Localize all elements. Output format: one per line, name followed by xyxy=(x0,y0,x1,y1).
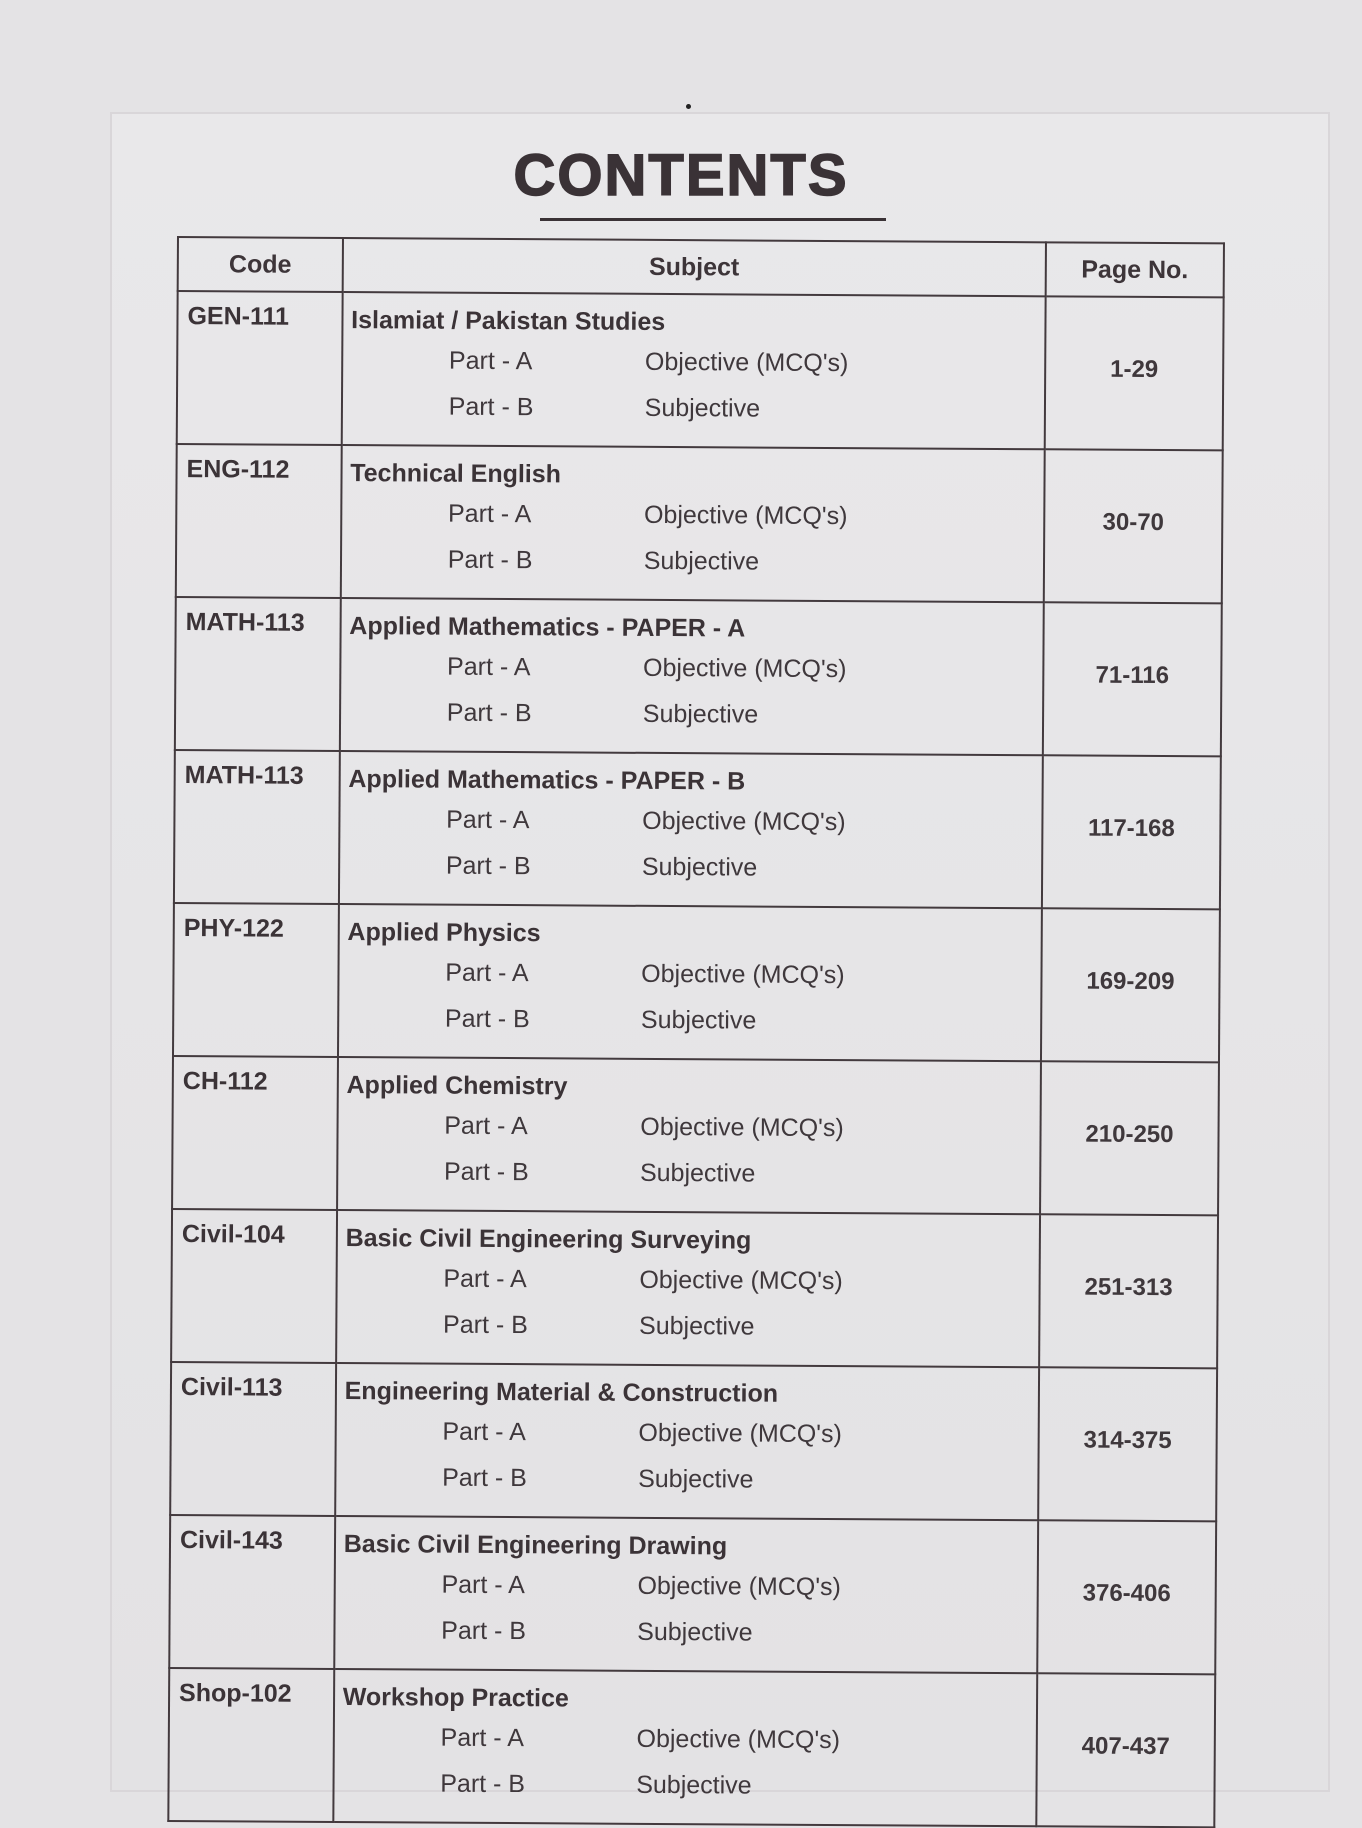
part-label: Part - B xyxy=(448,392,534,422)
part-label: Part - B xyxy=(443,1310,528,1340)
part-line xyxy=(349,689,1042,739)
part-label: Part - A xyxy=(446,805,530,835)
part-desc: Objective (MCQ's) xyxy=(643,500,848,531)
page-range-cell: 30-70 xyxy=(1044,449,1223,603)
part-label: Part - A xyxy=(442,1417,526,1447)
part-desc: Subjective xyxy=(640,1005,757,1035)
code-cell: CH-112 xyxy=(172,1056,338,1210)
header-page-no: Page No. xyxy=(1046,242,1224,297)
page-range-cell: 407-437 xyxy=(1036,1673,1215,1827)
part-line xyxy=(350,490,1043,540)
page-range-cell: 251-313 xyxy=(1039,1214,1218,1368)
table-row xyxy=(168,1668,1215,1827)
part-line xyxy=(348,796,1041,846)
subject-title: Islamiat / Pakistan Studies xyxy=(351,306,666,336)
subject-cell xyxy=(341,292,1045,449)
part-label: Part - A xyxy=(445,958,529,988)
code-cell: Shop-102 xyxy=(168,1668,334,1822)
part-label: Part - B xyxy=(442,1463,527,1493)
header-subject: Subject xyxy=(342,238,1046,296)
table-row xyxy=(172,1056,1219,1215)
part-label: Part - A xyxy=(447,652,531,682)
part-label: Part - B xyxy=(443,1157,529,1187)
subject-cell xyxy=(337,1057,1041,1214)
subject-title: Workshop Practice xyxy=(342,1683,569,1713)
subject-title: Applied Mathematics - PAPER - A xyxy=(349,612,746,643)
page-range-cell: 71-116 xyxy=(1043,602,1222,756)
subject-cell xyxy=(336,1210,1040,1367)
part-line xyxy=(348,842,1041,892)
part-desc: Subjective xyxy=(638,1464,754,1494)
part-desc: Objective (MCQ's) xyxy=(638,1418,842,1449)
subject-title: Applied Physics xyxy=(347,918,541,948)
part-line xyxy=(342,1714,1035,1764)
part-label: Part - A xyxy=(443,1264,527,1294)
page-range-cell: 376-406 xyxy=(1037,1520,1216,1674)
part-desc: Objective (MCQ's) xyxy=(640,1112,844,1143)
part-desc: Subjective xyxy=(639,1158,756,1188)
part-label: Part - A xyxy=(447,499,532,529)
page-title: CONTENTS xyxy=(513,143,849,208)
code-cell: Civil-113 xyxy=(170,1362,336,1516)
part-label: Part - B xyxy=(444,1004,530,1034)
page-range-cell: 210-250 xyxy=(1040,1061,1219,1215)
part-desc: Subjective xyxy=(642,699,759,729)
part-line xyxy=(342,1760,1035,1810)
part-label: Part - A xyxy=(448,346,533,376)
part-desc: Objective (MCQ's) xyxy=(643,653,847,684)
part-desc: Subjective xyxy=(644,393,761,423)
subject-cell xyxy=(340,598,1044,755)
header-code: Code xyxy=(178,237,343,292)
subject-title: Applied Chemistry xyxy=(346,1071,568,1101)
part-line xyxy=(351,383,1044,433)
subject-title: Technical English xyxy=(350,459,562,489)
page-range-cell: 117-168 xyxy=(1042,755,1221,909)
code-cell: GEN-111 xyxy=(177,291,343,445)
code-cell: PHY-122 xyxy=(173,903,339,1057)
part-label: Part - B xyxy=(445,851,531,881)
part-label: Part - A xyxy=(444,1111,528,1141)
part-label: Part - B xyxy=(440,1769,526,1799)
part-line xyxy=(345,1255,1038,1305)
part-desc: Objective (MCQ's) xyxy=(641,959,845,990)
table-row xyxy=(170,1362,1217,1521)
part-line xyxy=(346,1148,1039,1198)
part-desc: Objective (MCQ's) xyxy=(639,1265,843,1296)
subject-cell xyxy=(335,1363,1039,1520)
part-line xyxy=(346,1102,1039,1152)
code-cell: Civil-143 xyxy=(169,1515,335,1669)
table-row xyxy=(176,444,1223,603)
table-row xyxy=(173,903,1220,1062)
part-line xyxy=(343,1607,1036,1657)
subject-cell xyxy=(338,904,1042,1061)
part-desc: Subjective xyxy=(641,852,758,882)
table-row xyxy=(175,597,1222,756)
part-label: Part - A xyxy=(440,1723,525,1753)
table-row xyxy=(171,1209,1218,1368)
part-desc: Objective (MCQ's) xyxy=(644,347,849,378)
subject-title: Basic Civil Engineering Drawing xyxy=(343,1530,728,1561)
part-label: Part - A xyxy=(441,1570,525,1600)
part-desc: Subjective xyxy=(636,1770,752,1800)
part-line xyxy=(345,1301,1038,1351)
subject-title: Engineering Material & Construction xyxy=(344,1377,779,1408)
part-line xyxy=(344,1408,1037,1458)
page-range-cell: 169-209 xyxy=(1041,908,1220,1062)
code-cell: MATH-113 xyxy=(175,597,341,751)
part-desc: Objective (MCQ's) xyxy=(637,1571,841,1602)
part-line xyxy=(349,643,1042,693)
table-header-row xyxy=(178,237,1224,297)
code-cell: Civil-104 xyxy=(171,1209,337,1363)
part-desc: Subjective xyxy=(639,1311,755,1341)
part-line xyxy=(347,995,1040,1045)
part-label: Part - B xyxy=(441,1616,527,1646)
title-underline xyxy=(540,218,886,221)
part-line xyxy=(347,949,1040,999)
part-line xyxy=(343,1561,1036,1611)
subject-title: Applied Mathematics - PAPER - B xyxy=(348,765,746,796)
part-line xyxy=(351,337,1044,387)
subject-cell xyxy=(334,1516,1038,1673)
part-label: Part - B xyxy=(446,698,532,728)
table-row xyxy=(174,750,1221,909)
print-speck xyxy=(686,104,691,109)
part-line xyxy=(350,536,1043,586)
contents-table xyxy=(167,236,1225,1828)
part-label: Part - B xyxy=(447,545,533,575)
part-desc: Subjective xyxy=(643,546,760,576)
subject-cell xyxy=(339,751,1043,908)
subject-title: Basic Civil Engineering Surveying xyxy=(345,1224,752,1255)
subject-cell xyxy=(333,1669,1037,1826)
part-desc: Objective (MCQ's) xyxy=(636,1724,841,1755)
page-range-cell: 1-29 xyxy=(1045,296,1224,450)
table-row xyxy=(169,1515,1216,1674)
part-desc: Objective (MCQ's) xyxy=(642,806,846,837)
part-line xyxy=(344,1454,1037,1504)
subject-cell xyxy=(341,445,1045,602)
code-cell: ENG-112 xyxy=(176,444,342,598)
code-cell: MATH-113 xyxy=(174,750,340,904)
table-row xyxy=(177,291,1224,450)
page-range-cell: 314-375 xyxy=(1038,1367,1217,1521)
part-desc: Subjective xyxy=(637,1617,753,1647)
